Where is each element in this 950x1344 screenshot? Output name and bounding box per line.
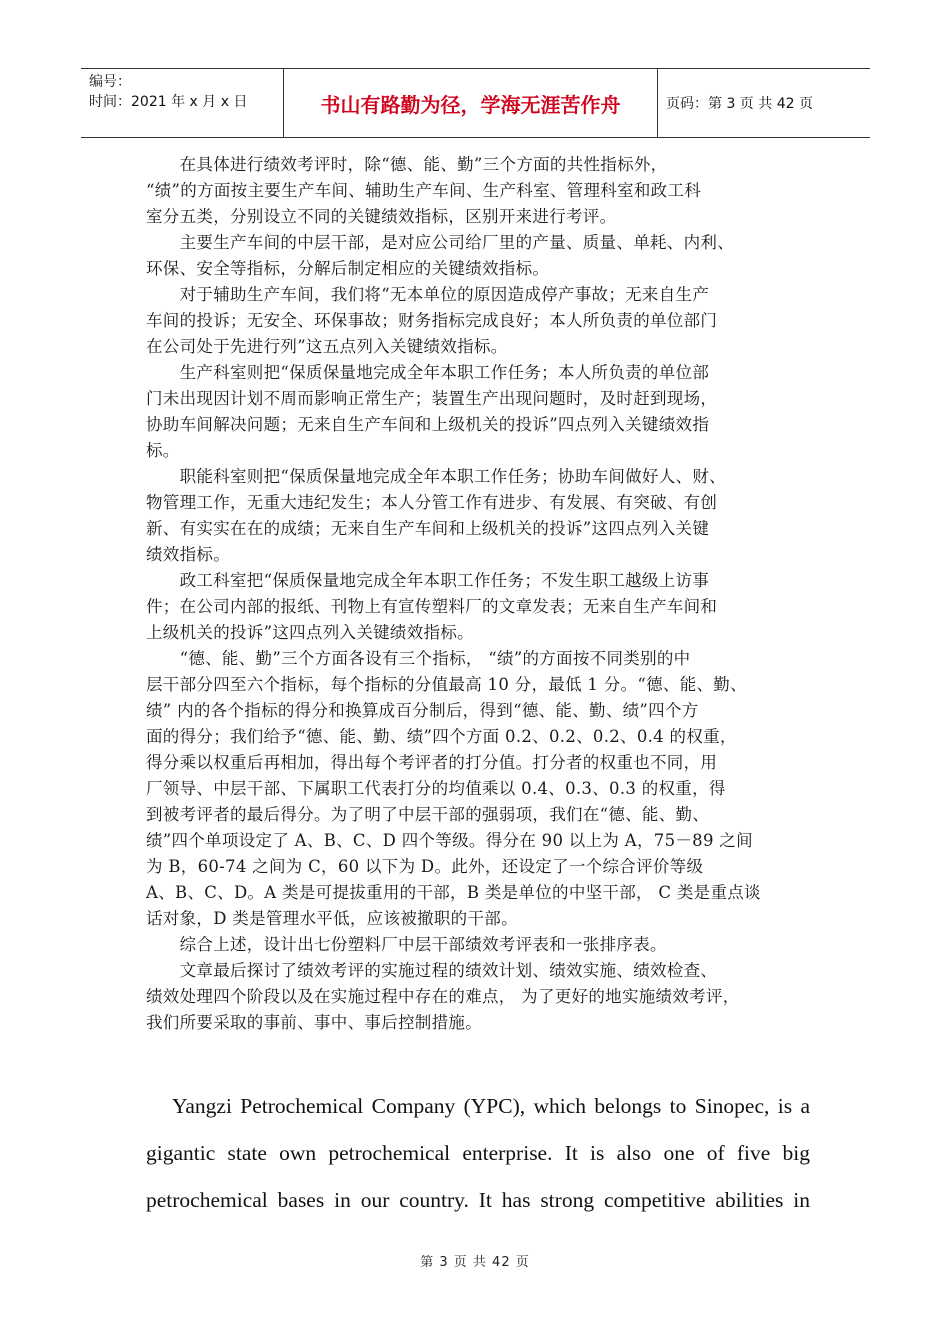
body-line: 到被考评者的最后得分。为了明了中层干部的强弱项，我们在“德、能、勤、 xyxy=(146,805,710,824)
body-line: 主要生产车间的中层干部，是对应公司给厂里的产量、质量、单耗、内利、 xyxy=(146,233,734,252)
body-line: 环保、安全等指标，分解后制定相应的关键绩效指标。 xyxy=(146,259,550,278)
body-line: 层干部分四至六个指标，每个指标的分值最高 10 分，最低 1 分。“德、能、勤、 xyxy=(146,675,747,694)
body-line: 我们所要采取的事前、事中、事后控制措施。 xyxy=(146,1013,482,1032)
english-line: gigantic state own petrochemical enterprise. It is also one of five big xyxy=(146,1141,810,1165)
body-line: 话对象，D 类是管理水平低，应该被撤职的干部。 xyxy=(146,909,518,928)
body-line: “绩”的方面按主要生产车间、辅助生产车间、生产科室、管理科室和政工科 xyxy=(146,181,702,200)
body-line: 得分乘以权重后再相加，得出每个考评者的打分值。打分者的权重也不同，用 xyxy=(146,753,718,772)
body-line: 文章最后探讨了绩效考评的实施过程的绩效计划、绩效实施、绩效检查、 xyxy=(146,961,718,980)
body-line: 在具体进行绩效考评时，除“德、能、勤”三个方面的共性指标外， xyxy=(146,155,668,174)
body-line: 绩效处理四个阶段以及在实施过程中存在的难点， 为了更好的地实施绩效考评， xyxy=(146,987,740,1006)
body-line: 新、有实实在在的成绩；无来自生产车间和上级机关的投诉”这四点列入关键 xyxy=(146,519,710,538)
document-code-label: 编号： xyxy=(89,74,131,90)
body-line: 标。 xyxy=(146,441,180,460)
body-line: 生产科室则把“保质保量地完成全年本职工作任务；本人所负责的单位部 xyxy=(146,363,710,382)
body-line: 室分五类，分别设立不同的关键绩效指标，区别开来进行考评。 xyxy=(146,207,617,226)
body-line: A、B、C、D。A 类是可提拔重用的干部，B 类是单位的中坚干部， C 类是重点谈 xyxy=(146,883,761,902)
page-header xyxy=(81,68,870,138)
body-line: 件；在公司内部的报纸、刊物上有宣传塑料厂的文章发表；无来自生产车间和 xyxy=(146,597,718,616)
body-line: 上级机关的投诉”这四点列入关键绩效指标。 xyxy=(146,623,474,642)
body-line: 职能科室则把“保质保量地完成全年本职工作任务；协助车间做好人、财、 xyxy=(146,467,726,486)
body-line: 为 B，60-74 之间为 C，60 以下为 D。此外，还设定了一个综合评价等级 xyxy=(146,857,704,876)
body-line: “德、能、勤”三个方面各设有三个指标， “绩”的方面按不同类别的中 xyxy=(146,649,691,668)
body-line: 面的得分；我们给予“德、能、勤、绩”四个方面 0.2、0.2、0.2、0.4 的权重， xyxy=(146,727,737,746)
english-line: petrochemical bases in our country. It has strong competitive abilities in xyxy=(146,1188,810,1212)
header-motto-cell xyxy=(283,69,658,137)
body-line: 对于辅助生产车间，我们将“无本单位的原因造成停产事故；无来自生产 xyxy=(146,285,710,304)
body-line: 绩”四个单项设定了 A、B、C、D 四个等级。得分在 90 以上为 A，75－89 之间 xyxy=(146,831,753,850)
header-motto: 书山有路勤为径，学海无涯苦作舟 xyxy=(320,92,621,117)
english-body-text xyxy=(146,1083,810,1224)
body-line: 在公司处于先进行列”这五点列入关键绩效指标。 xyxy=(146,337,508,356)
document-date: 时间：2021 年 x 月 x 日 xyxy=(89,94,248,110)
body-line: 绩” 内的各个指标的得分和换算成百分制后，得到“德、能、勤、绩”四个方 xyxy=(146,701,699,720)
page-footer: 第 3 页 共 42 页 xyxy=(420,1255,530,1270)
body-line: 车间的投诉；无安全、环保事故；财务指标完成良好；本人所负责的单位部门 xyxy=(146,311,718,330)
english-line: Yangzi Petrochemical Company (YPC), which belongs to Sinopec, is a xyxy=(172,1094,810,1118)
body-line: 综合上述，设计出七份塑料厂中层干部绩效考评表和一张排序表。 xyxy=(146,935,667,954)
header-meta xyxy=(81,69,283,137)
body-line: 协助车间解决问题；无来自生产车间和上级机关的投诉”四点列入关键绩效指 xyxy=(146,415,710,434)
body-line: 政工科室把“保质保量地完成全年本职工作任务；不发生职工越级上访事 xyxy=(146,571,710,590)
chinese-body-text xyxy=(146,152,826,1036)
header-page-info: 页码：第 3 页 共 42 页 xyxy=(666,96,813,112)
body-line: 物管理工作，无重大违纪发生；本人分管工作有进步、有发展、有突破、有创 xyxy=(146,493,718,512)
body-line: 厂领导、中层干部、下属职工代表打分的均值乘以 0.4、0.3、0.3 的权重，得 xyxy=(146,779,726,798)
body-line: 门未出现因计划不周而影响正常生产；装置生产出现问题时，及时赶到现场， xyxy=(146,389,718,408)
body-line: 绩效指标。 xyxy=(146,545,230,564)
